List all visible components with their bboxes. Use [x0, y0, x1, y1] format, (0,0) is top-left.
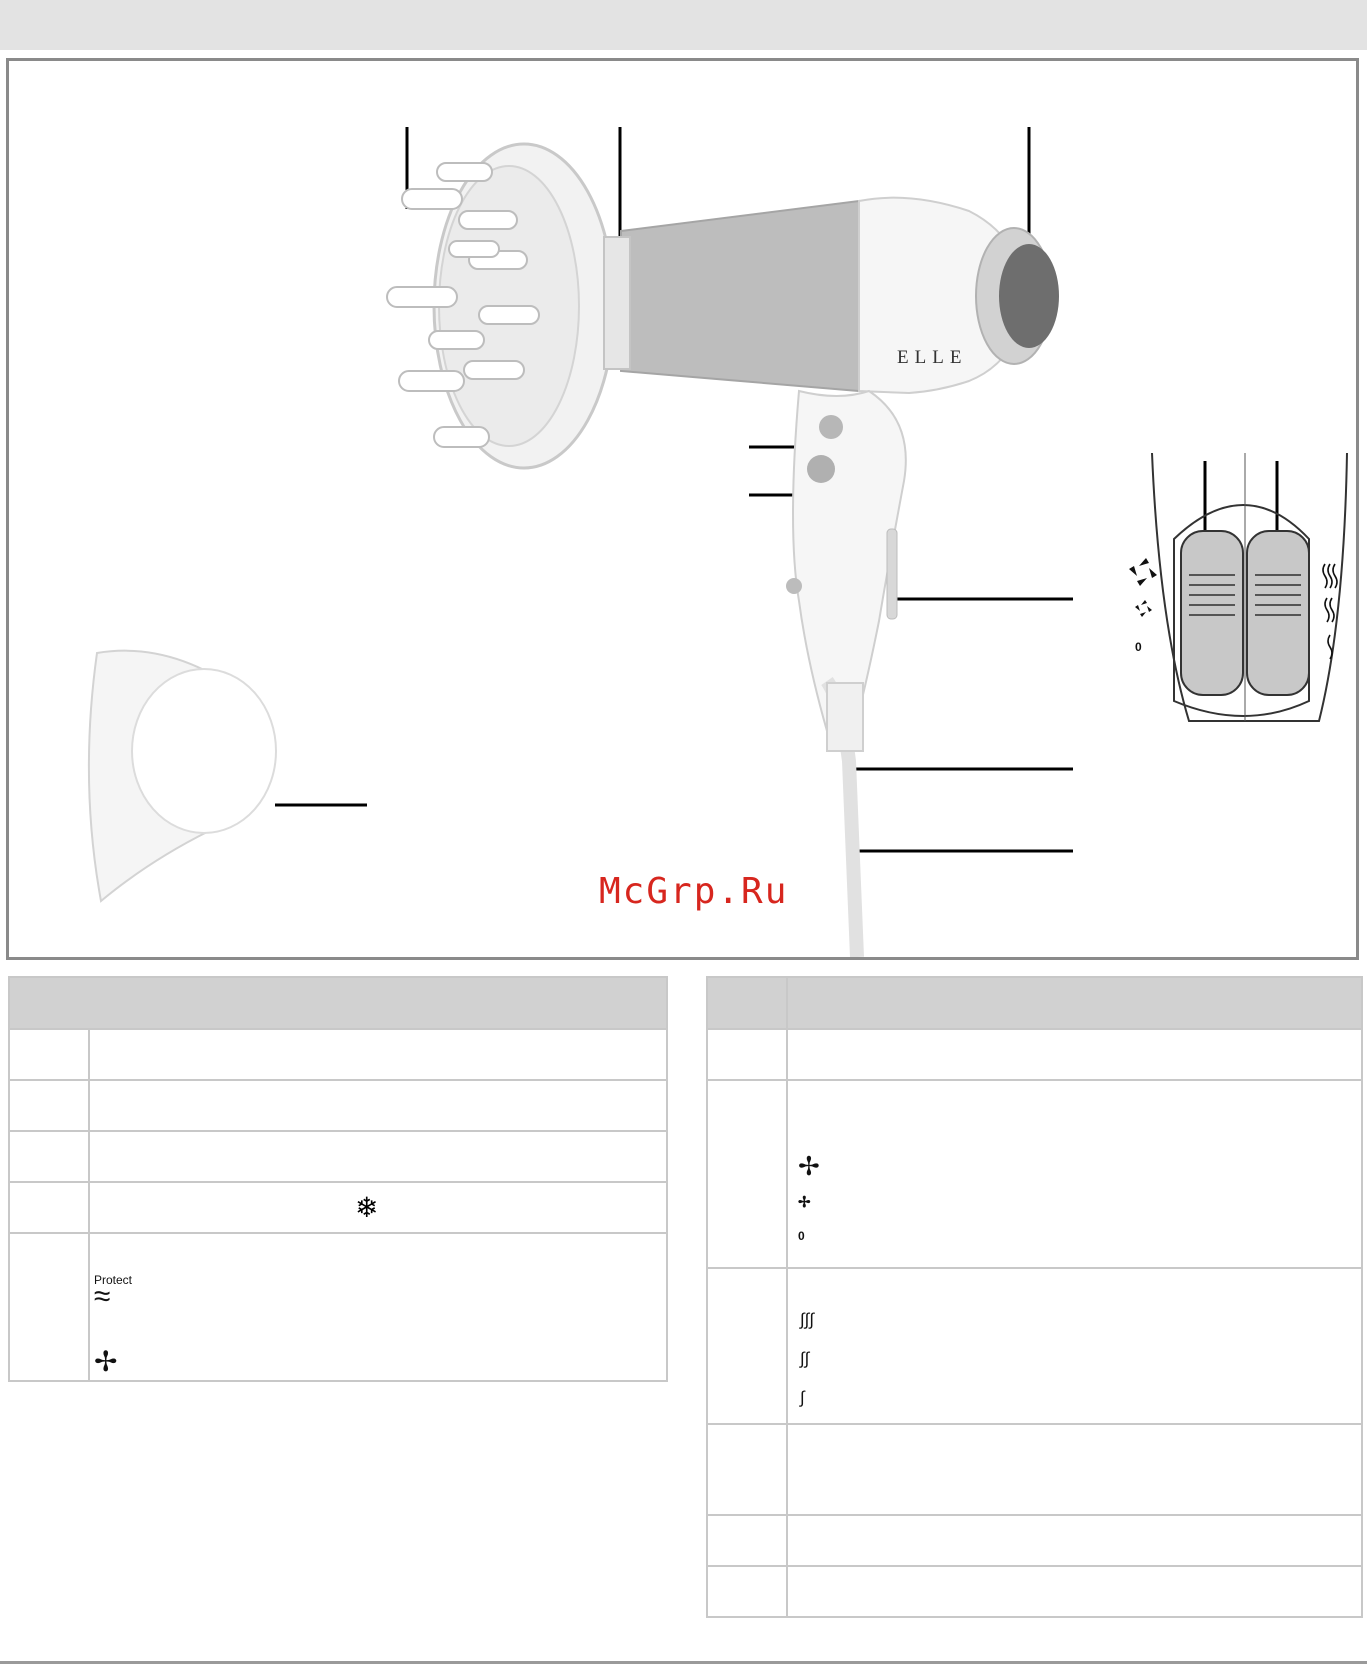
hair-dryer-illustration — [9, 61, 1356, 957]
table-row — [707, 1080, 1362, 1268]
heat-low-icon — [1328, 635, 1332, 659]
footer-line — [0, 1661, 1367, 1664]
fan-low-icon — [1135, 600, 1152, 617]
header-bar — [0, 0, 1367, 50]
table-header-row — [707, 977, 1362, 1029]
table-row — [9, 1182, 667, 1233]
off-label: 0 — [1135, 640, 1142, 654]
watermark: McGrp.Ru — [599, 871, 789, 912]
table-header-num — [707, 977, 787, 1029]
product-diagram — [6, 58, 1359, 960]
table-header — [787, 977, 1362, 1029]
table-row — [9, 1233, 667, 1381]
protect-label: Protect — [94, 1273, 133, 1287]
table-row — [707, 1029, 1362, 1080]
left-parts-table — [8, 976, 668, 1382]
table-header — [9, 977, 667, 1029]
fan-icon: ✢ — [94, 1346, 118, 1377]
fan-high-icon: ✢ — [798, 1151, 820, 1181]
heat-high-icon — [1323, 564, 1337, 588]
table-row — [9, 1029, 667, 1080]
table-row — [707, 1515, 1362, 1566]
right-parts-table — [706, 976, 1363, 1618]
table-row — [707, 1566, 1362, 1617]
fan-low-icon: ✢ — [798, 1194, 811, 1211]
protect-wave-icon: ≈ — [94, 1280, 111, 1313]
fan-high-icon — [1129, 558, 1157, 586]
snowflake-icon: ❄ — [355, 1191, 379, 1223]
table-row — [9, 1080, 667, 1131]
brand-logo: ELLE — [897, 347, 968, 368]
table-header-row — [9, 977, 667, 1029]
heat-medium-icon: ∫∫ — [800, 1349, 810, 1368]
heat-low-icon: ∫ — [800, 1388, 805, 1407]
off-label: 0 — [798, 1229, 805, 1243]
heat-medium-icon — [1325, 598, 1334, 622]
table-row — [707, 1268, 1362, 1424]
table-row — [707, 1424, 1362, 1515]
heat-high-icon: ∫∫∫ — [800, 1310, 814, 1329]
table-row — [9, 1131, 667, 1182]
